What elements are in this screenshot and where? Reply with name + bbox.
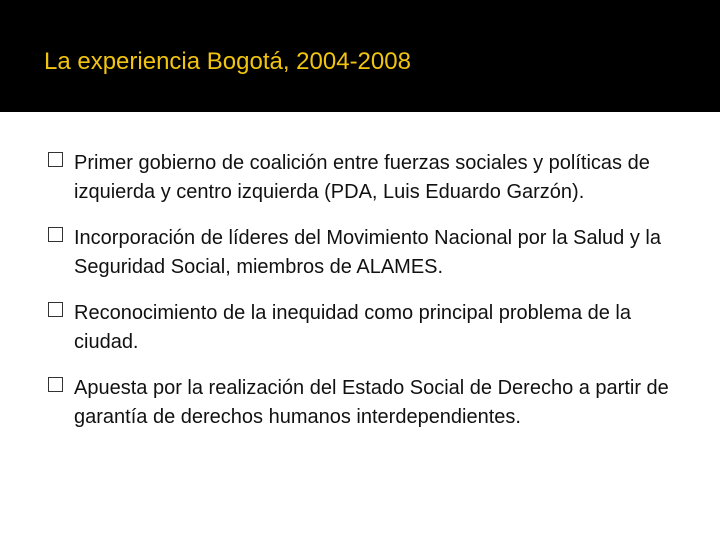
bullet-item-inequity <box>48 299 688 357</box>
square-placeholder-icon <box>48 227 63 242</box>
square-placeholder-icon <box>48 377 63 392</box>
bullet-item-coalition <box>48 149 688 207</box>
slide-title: La experiencia Bogotá, 2004-2008 <box>44 48 411 75</box>
bullet-list <box>48 149 688 449</box>
square-placeholder-icon <box>48 152 63 167</box>
bullet-item-rights <box>48 374 688 432</box>
bullet-text: Primer gobierno de coalición entre fuerzas sociales y políticas de izquierda y centro izquierda (PDA, Luis Eduardo Garzón). <box>74 152 650 203</box>
bullet-text: Incorporación de líderes del Movimiento Nacional por la Salud y la Seguridad Social, miembros de ALAMES. <box>74 227 661 278</box>
bullet-text: Reconocimiento de la inequidad como principal problema de la ciudad. <box>74 302 632 353</box>
bullet-text: Apuesta por la realización del Estado Social de Derecho a partir de garantía de derechos humanos interdependientes. <box>74 377 669 428</box>
bullet-item-leaders <box>48 224 688 282</box>
title-bar <box>0 0 720 112</box>
square-placeholder-icon <box>48 302 63 317</box>
